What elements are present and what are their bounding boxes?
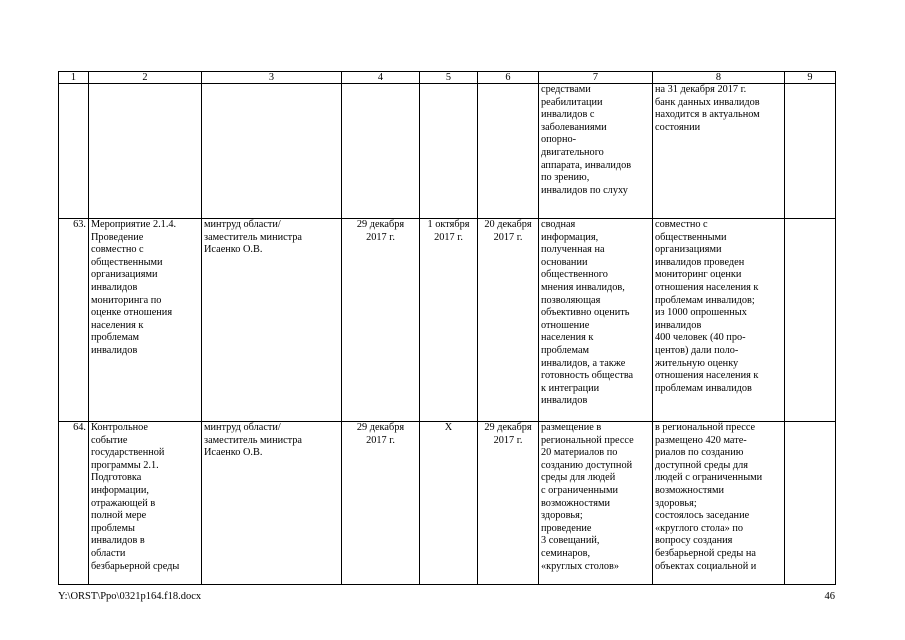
header-cell-5: 5: [420, 72, 478, 84]
row-number: 63.: [59, 219, 89, 422]
cell-empty: [202, 84, 342, 219]
responsible-cell: минтруд области/ заместитель министра Исаенко О.В.: [202, 422, 342, 585]
end-date-cell: 20 декабря 2017 г.: [478, 219, 539, 422]
header-cell-2: 2: [89, 72, 202, 84]
report-table: [58, 71, 836, 585]
header-cell-3: 3: [202, 72, 342, 84]
event-name-cell: Мероприятие 2.1.4. Проведение совместно с общественными организациями инвалидов мониторинга по оценке отношения населения к проблемам инвалидов: [89, 219, 202, 422]
responsible-cell: минтруд области/ заместитель министра Исаенко О.В.: [202, 219, 342, 422]
header-cell-1: 1: [59, 72, 89, 84]
cell-empty: [478, 84, 539, 219]
cell-empty: [785, 84, 836, 219]
expected-result-cell: сводная информация, полученная на основании общественного мнения инвалидов, позволяющая объективно оценить отношение населения к проблемам инвалидов, а также готовность общества к интеграции инвалидов: [539, 219, 653, 422]
end-date-cell: 29 декабря 2017 г.: [478, 422, 539, 585]
cell-empty: [420, 84, 478, 219]
table-row: [59, 422, 836, 585]
event-name-cell: Контрольное событие государственной программы 2.1. Подготовка информации, отражающей в полной мере проблемы инвалидов в области безбарьерной среды: [89, 422, 202, 585]
start-date-cell: 1 октября 2017 г.: [420, 219, 478, 422]
continuation-result-cell: средствами реабилитации инвалидов с заболеваниями опорно- двигательного аппарата, инвалидов по зрению, инвалидов по слуху: [539, 84, 653, 219]
cell-empty: [89, 84, 202, 219]
footer-file-path: Y:\ORST\Ppo\0321p164.f18.docx: [58, 591, 202, 602]
header-row: [59, 72, 836, 84]
header-cell-7: 7: [539, 72, 653, 84]
planned-date-cell: 29 декабря 2017 г.: [342, 422, 420, 585]
cell-empty: [59, 84, 89, 219]
expected-result-cell: размещение в региональной прессе 20 материалов по созданию доступной среды для людей с ограниченными возможностями здоровья; проведение 3 совещаний, семинаров, «круглых столов»: [539, 422, 653, 585]
cell-empty: [342, 84, 420, 219]
notes-cell: [785, 219, 836, 422]
page-number: 46: [824, 591, 835, 602]
row-number: 64.: [59, 422, 89, 585]
start-date-cell: Х: [420, 422, 478, 585]
notes-cell: [785, 422, 836, 585]
header-cell-4: 4: [342, 72, 420, 84]
header-cell-9: 9: [785, 72, 836, 84]
header-cell-6: 6: [478, 72, 539, 84]
planned-date-cell: 29 декабря 2017 г.: [342, 219, 420, 422]
continuation-status-cell: на 31 декабря 2017 г. банк данных инвалидов находится в актуальном состоянии: [653, 84, 785, 219]
header-cell-8: 8: [653, 72, 785, 84]
actual-result-cell: в региональной прессе размещено 420 мате- риалов по созданию доступной среды для людей с ограниченными возможностями здоровья; состоялось заседание «круглого стола» по вопросу создания безбарьерной среды на объектах социальной и: [653, 422, 785, 585]
actual-result-cell: совместно с общественными организациями инвалидов проведен мониторинг оценки отношения населения к проблемам инвалидов; из 1000 опрошенных инвалидов 400 человек (40 про- центов) дали поло- жительную оценку отношения населения к проблемам инвалидов: [653, 219, 785, 422]
continuation-row: [59, 84, 836, 219]
table-row: [59, 219, 836, 422]
